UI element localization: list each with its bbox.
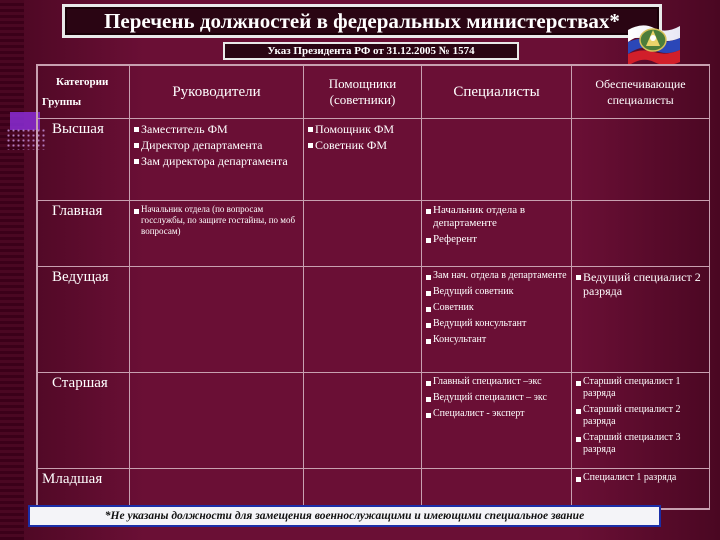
list-item: Специалист 1 разряда (576, 472, 705, 484)
table-cell (572, 119, 710, 201)
list-item: Зам директора департамента (134, 154, 299, 168)
table-row (38, 201, 710, 267)
list-item: Начальник отдела (по вопросам госслужбы, по защите гостайны, по моб вопросам) (134, 204, 299, 237)
list-item: Старший специалист 3 разряда (576, 432, 705, 456)
list-item: Зам нач. отдела в департаменте (426, 270, 567, 282)
position-list (308, 122, 417, 152)
list-item: Главный специалист –экс (426, 376, 567, 388)
page-title: Перечень должностей в федеральных министерствах* (104, 8, 620, 33)
emblem-flag-icon (626, 18, 682, 68)
header-category-group (38, 66, 130, 119)
table-cell (130, 201, 304, 267)
header-column: Помощники (советники) (304, 66, 422, 119)
positions-table (37, 65, 710, 509)
table-cell (130, 469, 304, 509)
position-list (576, 472, 705, 484)
list-item: Ведущий советник (426, 286, 567, 298)
list-item: Советник (426, 302, 567, 314)
table-cell (304, 201, 422, 267)
header-groups-label: Группы (42, 96, 82, 108)
table-row (38, 119, 710, 201)
table-cell (304, 119, 422, 201)
header-categories-label: Категории (56, 76, 109, 88)
table-cell (572, 469, 710, 509)
table-cell (304, 373, 422, 469)
table-cell (572, 267, 710, 373)
header-column: Руководители (130, 66, 304, 119)
list-item: Директор департамента (134, 138, 299, 152)
list-item: Ведущий специалист – экс (426, 392, 567, 404)
table-cell (422, 119, 572, 201)
header-column: Специалисты (422, 66, 572, 119)
table-cell (304, 267, 422, 373)
footnote-text: *Не указаны должности для замещения военнослужащими и имеющими специальное звание (104, 510, 585, 522)
position-list (576, 270, 705, 298)
table-cell (130, 119, 304, 201)
table-cell (422, 373, 572, 469)
table-cell (572, 201, 710, 267)
group-label: Ведущая (38, 267, 130, 373)
decree-subtitle: Указ Президента РФ от 31.12.2005 № 1574 (267, 45, 475, 57)
list-item: Заместитель ФМ (134, 122, 299, 136)
list-item: Референт (426, 233, 567, 246)
table-cell (130, 267, 304, 373)
list-item: Старший специалист 2 разряда (576, 404, 705, 428)
list-item: Специалист - эксперт (426, 408, 567, 420)
table-header-row (38, 66, 710, 119)
table-cell (572, 373, 710, 469)
group-label: Младшая (38, 469, 130, 509)
group-label: Главная (38, 201, 130, 267)
subtitle-box (223, 42, 519, 60)
header-column: Обеспечивающие специалисты (572, 66, 710, 119)
list-item: Ведущий консультант (426, 318, 567, 330)
table-cell (422, 201, 572, 267)
position-list (576, 376, 705, 456)
group-label: Старшая (38, 373, 130, 469)
list-item: Ведущий специалист 2 разряда (576, 270, 705, 298)
position-list (426, 376, 567, 420)
position-list (134, 204, 299, 237)
position-list (134, 122, 299, 168)
left-decor-bar (0, 0, 24, 540)
list-item: Начальник отдела в департаменте (426, 204, 567, 230)
table-cell (130, 373, 304, 469)
table-cell (422, 267, 572, 373)
table-row (38, 373, 710, 469)
list-item: Помощник ФМ (308, 122, 417, 136)
table-row (38, 469, 710, 509)
bottom-dot-decor (0, 526, 720, 540)
table-cell (304, 469, 422, 509)
table-row (38, 267, 710, 373)
group-label: Высшая (38, 119, 130, 201)
title-box (62, 4, 662, 38)
list-item: Старший специалист 1 разряда (576, 376, 705, 400)
positions-table-wrap (36, 64, 710, 510)
footnote-box (28, 505, 661, 527)
position-list (426, 204, 567, 246)
position-list (426, 270, 567, 346)
table-cell (422, 469, 572, 509)
list-item: Советник ФМ (308, 138, 417, 152)
list-item: Консультант (426, 334, 567, 346)
